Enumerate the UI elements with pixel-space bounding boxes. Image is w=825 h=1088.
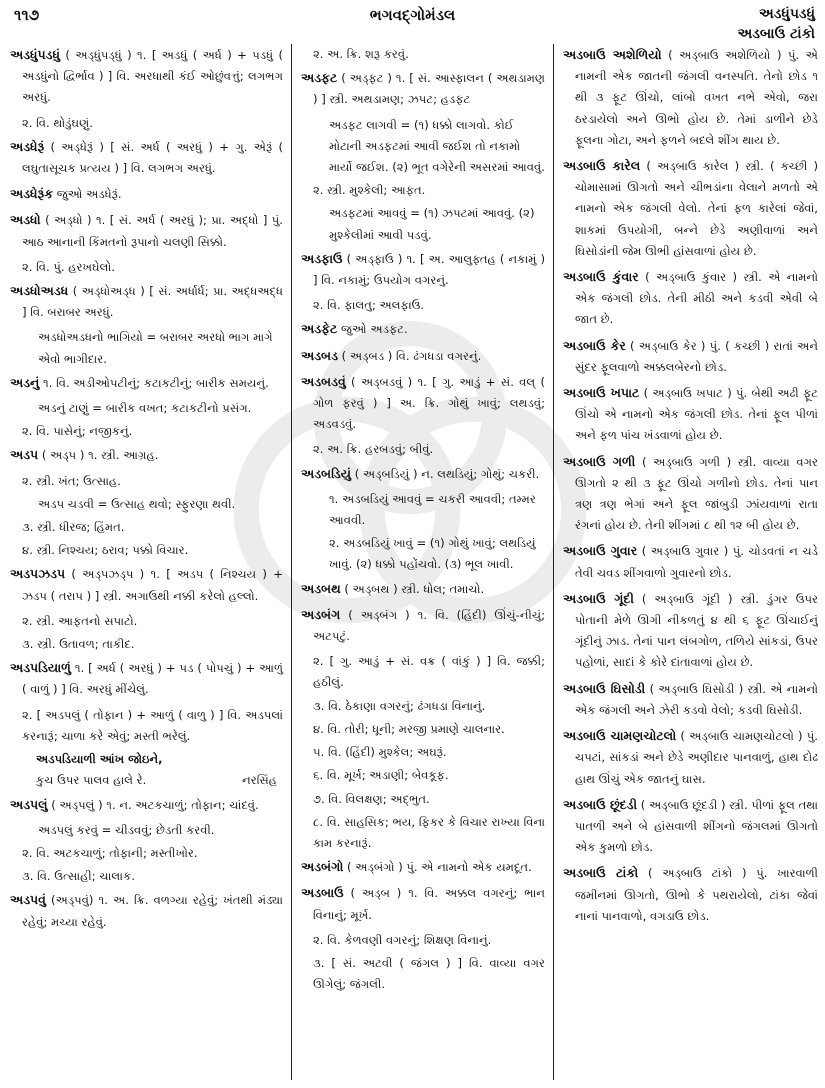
headword: અડધુંપડધું — [10, 47, 61, 62]
definition-text: ( અડ્બંગ ) ૧. વિ. (હિંદી) ઊંચું-નીચું; અટપટું. — [313, 607, 545, 644]
dictionary-entry — [10, 794, 283, 888]
definition-text: ( અડ્પઝડ્પ ) ૧. [ અડપ ( નિશ્ચય ) + ઝડપ ( તરાપ ) ] સ્ત્રી. અગાઉથી નક્કી કરેલો હલ્લો. — [22, 567, 283, 603]
headword: અડબાઉ ચામણચોટલો — [563, 728, 677, 744]
sense-item: ૫. વિ. (હિંદી) મુશ્કેલ; અઘરૂં. — [313, 745, 447, 760]
entry-definition — [563, 335, 818, 378]
definition-text: ( અડ્બાઉ અશેળિયો ) પું. એ નામની એક જાતની જંગલી વનસ્પતિ. તેનો છોડ ૧ થી ૩ ફૂટ ઊંચો, લાંબો વખત નભે એવો, જરા ઠરડાયેલો અને ઊભો હોય છે. તેમાં ડાળીને છેડે ફૂલના ગોટા, અને ફળને બદલે શીંગ થાય છે. — [575, 48, 818, 147]
sense-item: ૭. વિ. વિલક્ષણ; અદ્ભુત. — [313, 791, 430, 806]
dictionary-entry — [10, 209, 283, 278]
dictionary-entry — [10, 280, 283, 370]
entry-definition — [563, 155, 818, 262]
headword: અડધેરૂંક — [10, 186, 54, 202]
dictionary-entry — [563, 155, 818, 262]
definition-text: ( અડ્બાઉ છૂંદડી ) સ્ત્રી. પીળાં ફૂલ તથા પાતળી અને બે હાંસવાળી શીંગનો જંગલમાં ઊગતો એક કુમળો છોડ. — [575, 797, 818, 855]
entry-definition — [10, 183, 283, 205]
definition-text: ( અડ્બાઉ ગૂંદી ) સ્ત્રી. ડુંગર ઉપર પોતાની મેળે ઊગી નીકળતું ૪ થી ૬ ફૂટ ઊંચાઈનું ગૂંદીનું ઝાડ. તેનાં પાન લંબગોળ, તળિયે સાંકડાં, ઉપર પહોળાં, સાદાં કે કોરે દાંતાવાળાં હોય છે. — [575, 591, 818, 670]
headword: અડબાઉ ગળી — [563, 453, 636, 469]
definition-text: જુઓ અડધેરૂં. — [53, 187, 122, 202]
headword: અડફાઉ — [301, 250, 343, 266]
entry-definition — [10, 657, 283, 700]
headword: અડબાઉ ગૂંદી — [563, 590, 634, 606]
definition-text: ( અડ્બાઉ કેર ) પું. ( કચ્છી ) રાતાં અને સુંદર ફૂલવાળો અક્કલબેરનો છોડ. — [575, 338, 818, 374]
entry-definition — [563, 862, 818, 927]
dictionary-entry — [301, 248, 545, 317]
dictionary-entry — [10, 44, 283, 134]
entry-definition — [563, 588, 818, 674]
entry-definition — [301, 67, 545, 110]
sense-item: ૮. વિ. સાહસિક; ભય, ફિકર કે વિચાર રાખ્યા વિના કામ કરનારૂં. — [313, 814, 545, 850]
entry-definition — [10, 136, 283, 179]
headword: અડબાઉ ગુવાર — [563, 543, 638, 559]
definition-text: (અડ્પવું) ૧. અ. ક્રિ. વળગ્યા રહેવું; ખંતથી મંડ્યા રહેવું; મચ્યા રહેવું. — [22, 893, 283, 929]
definition-text: ( અડ્બાઉ ટાંકો ) પું. ખારવાળી જમીનમાં ઊગતો, ઊભો કે પથરાયેલો, ટાંકા જેવાં નાનાં પાનવાળો, વગડાઉ છોડ. — [575, 866, 818, 923]
headword: અડબડિયું — [301, 465, 352, 481]
headword: અડપલું — [10, 796, 48, 812]
definition-text: ( અડ્બાઉ ગળી ) સ્ત્રી. વાવ્યા વગર ઊગતો ૨ થી ૩ ફૂટ ઊંચો ગળીનો છોડ. તેનાં પાન ત્રણ ત્રણ ભેગાં અને ફૂલ જાંબુડી ઝાંયવાળાં રાતા રંગનાં હોય છે. તેની શીંગમાં ૮ થી ૧૨ બી હોય છે. — [575, 454, 818, 533]
entry-definition — [563, 678, 818, 721]
entry-definition — [10, 280, 283, 323]
sense-item: ૨. [ ગુ. આડું + સં. વક્ર ( વાંકું ) ] વિ. જક્કી; હઠીલું. — [313, 654, 545, 690]
definition-text: ( અડ્બાઉ કુંવાર ) સ્ત્રી. એ નામનો એક જંગલી છોડ. તેની મીઠી અને કડવી એવી બે જાત છે. — [575, 270, 818, 327]
definition-text: ( અડ્બડ ) વિ. ઢંગધડા વગરનું. — [337, 348, 482, 363]
headword: અડબંગો — [301, 859, 344, 875]
dictionary-entry — [563, 725, 818, 790]
headword: અડબાઉ — [301, 885, 344, 901]
headword: અડબથ — [301, 580, 341, 596]
book-title: ભગવદ્ગોમંડલ — [369, 6, 456, 24]
sense-item: ૪. સ્ત્રી. નિશ્ચય; ઠરાવ; પક્કો વિચાર. — [22, 543, 189, 558]
sense-item: ૨. [ અડપલું ( તોફાન ) + આળું ( વાળુ ) ] વિ. અડપલાં કરનારૂં; ચાળા કરે એવું; મસ્તી ભરેલું. — [22, 707, 283, 743]
dictionary-entry — [301, 318, 545, 340]
dictionary-entry — [301, 67, 545, 246]
definition-text: ( અડ્બડિયું ) ન. લથડિયું; ગોથું; ચકરી. — [351, 466, 540, 481]
dictionary-entry — [301, 578, 545, 600]
headword: અડપ — [10, 447, 39, 463]
entry-definition — [301, 345, 545, 367]
poetry-quote — [10, 749, 283, 791]
entry-definition — [563, 794, 818, 859]
sense-item: ૩. વિ. ઠેકાણા વગરનું; ઢંગધડા વિનાનું. — [313, 698, 486, 713]
entry-definition — [10, 209, 283, 252]
page-number: ૧૧૭ — [14, 6, 40, 24]
dictionary-entry — [563, 451, 818, 537]
entry-definition — [563, 44, 818, 151]
quote-text: કુચ ઉપર પાલવ હાલે રે. — [36, 773, 147, 788]
entry-definition — [301, 248, 545, 291]
column-1 — [10, 44, 291, 1080]
headword: અડબાઉ અશેળિયો — [563, 47, 662, 62]
headword: અડબંગ — [301, 606, 341, 622]
definition-text: ૧. [ અર્ધ ( અરધું ) + પડ ( પોપચું ) + આળું ( વાળું ) ] વિ. અરધું મીંચેલું. — [22, 661, 283, 697]
entry-definition — [301, 578, 545, 600]
headword: અડફેટ — [301, 321, 338, 337]
definition-text: ( અડ્બડવું ) ૧. [ ગુ. આડું + સં. વલ્ ( ગોળ ફરવું ) ] અ. ક્રિ. ગોથું ખાવું; લથડવું; અડવડવું. — [313, 374, 545, 432]
sense-item: ૨. અ. ક્રિ. શરૂ કરવું. — [313, 47, 409, 61]
dictionary-entry — [301, 463, 545, 576]
sense-item: ૩. સ્ત્રી. ઉતાવળ; તાકીદ. — [22, 637, 135, 652]
sense-item: ૨. વિ. પાસેનું; નજીકનું. — [22, 424, 133, 439]
headword: અડબડવું — [301, 373, 346, 389]
sense-item: ૨. વિ. અટકચાળું; તોફાની; મસ્તીખોર. — [22, 845, 198, 860]
dictionary-entry — [10, 372, 283, 443]
sense-item: ૩. સ્ત્રી. ધીરજ; હિંમત. — [22, 520, 125, 535]
definition-text: ( અડ્બથ ) સ્ત્રી. ધોલ; તમાચો. — [340, 581, 485, 596]
sense-item: ૨. વિ. થોડુંઘણું. — [22, 115, 93, 130]
headword: અડધેરૂં — [10, 138, 45, 154]
sense-item: ૬. વિ. મૂર્ખ; અડાણી; બેવકૂફ. — [313, 768, 449, 783]
sense-item: ૨. વિ. કેળવણી વગરનું; શિક્ષણ વિનાનું. — [313, 932, 492, 947]
dictionary-entry — [563, 44, 818, 151]
dictionary-entry — [301, 44, 545, 65]
usage-example: અડપલું કરવું = ચીડવવું; છેડતી કરવી. — [38, 822, 215, 837]
headword: અડબાઉ છૂંદડી — [563, 796, 638, 812]
dictionary-entry — [563, 678, 818, 721]
entry-definition — [301, 604, 545, 647]
dictionary-entry — [563, 540, 818, 583]
usage-example: અડફટમાં આવવું = (૧) ઝપટમાં આવવું. (૨) મુશ્કેલીમાં આવી પડવું. — [329, 206, 535, 242]
definition-text: ( અડ્ફટ ) ૧. [ સં. આસ્ફાલન ( અથડામણ ) ] સ્ત્રી. અથડામણ; ઝપટ; હડફટ — [313, 71, 545, 107]
sense-item: ૨. વિ. પું. હરખઘેલો. — [22, 259, 115, 274]
entry-definition — [301, 882, 545, 925]
definition-text: ( અડ્બ ) ૧. વિ. અક્કલ વગરનું; ભાન વિનાનું; મૂર્ખ. — [313, 886, 545, 922]
entry-definition — [563, 725, 818, 790]
column-3 — [553, 44, 818, 1080]
dictionary-entry — [10, 563, 283, 655]
sense-item: ૨. અ. ક્રિ. હરબડવું; બીવું. — [313, 442, 434, 457]
entry-definition — [10, 372, 283, 394]
quote-line: અડપડિયાળી આંખ જોઇને, — [36, 752, 163, 767]
dictionary-entry — [563, 862, 818, 927]
quote-author: નરસિંહ — [242, 773, 277, 788]
headword: અડધોઅડધ — [10, 283, 69, 299]
entry-definition — [563, 266, 818, 331]
definition-text: ( અડ્ધેરૂં ) [ સં. અર્ધ ( અરધું ) + ગુ. એરૂં ( લઘુતાસૂચક પ્રત્યય ) ] વિ. લગભગ અરધું. — [22, 139, 283, 176]
definition-text: ( અડ્પ ) ૧. સ્ત્રી. આગ્રહ. — [38, 448, 159, 463]
dictionary-entry — [563, 794, 818, 859]
sense-item: ૩. વિ. ઉત્સાહી; ચાલાક. — [22, 869, 135, 884]
definition-text: ( અડ્ફાઉ ) ૧. [ અ. આલુફ્તહ ( નકામું ) ] વિ. નકામું; ઉપયોગ વગરનું. — [313, 251, 545, 288]
entry-definition — [10, 563, 283, 606]
headword: અડપઝડપ — [10, 566, 66, 582]
sense-item: ૪. વિ. તોરી; ધૂની; મરજી પ્રમાણે ચાલનાર. — [313, 721, 505, 736]
sense-item: ૨. વિ. ફાલતુ; અલફાઉ. — [313, 298, 425, 313]
dictionary-entry — [10, 183, 283, 205]
definition-text: ( અડ્ધો ) ૧. [ સં. અર્ધ ( અરધું ); પ્રા. અદ્ધો ] પું. આઠ આનાની કિંમતનો રૂપાનો ચલણી સિક્કો. — [22, 213, 283, 249]
usage-example: અડપ ચડવી = ઉત્સાહ થવો; સ્ફુરણા થવી. — [38, 496, 236, 511]
headword: અડબાઉ ટાંકો — [563, 865, 639, 881]
dictionary-entry — [301, 371, 545, 461]
entry-definition — [301, 856, 545, 878]
headword: અડબાઉ કેર — [563, 337, 626, 353]
sense-item: ૨. સ્ત્રી. મુશ્કેલી; આફત. — [313, 183, 426, 198]
entry-definition — [301, 371, 545, 436]
dictionary-entry — [301, 345, 545, 367]
headword: અડબાઉ કારેલ — [563, 158, 641, 174]
usage-example: અડનું ટાણું = બારીક વખત; કટાકટીનો પ્રસંગ. — [38, 401, 252, 416]
definition-text: ( અડ્બાઉ ચામણચોટલો ) પું. ચપટાં, સાંકડાં અને છેડે અણીદાર પાનવાળું, હાથ દોઢ હાથ ઊંચું એક જાતનું ઘાસ. — [575, 729, 818, 786]
sense-item: ૩. [ સં. અટવી ( જંગલ ) ] વિ. વાવ્યા વગર ઊગેલું; જંગલી. — [313, 955, 545, 992]
dictionary-entry — [10, 657, 283, 791]
usage-example: અડધોઅડધનો ભાગિયો = બરાબર અરધો ભાગ માગે એવો ભાગીદાર. — [38, 330, 273, 366]
headword: અડબાઉ ખપાટ — [563, 385, 640, 401]
dictionary-entry — [563, 266, 818, 331]
entry-definition — [563, 540, 818, 583]
definition-text: ( અડ્બાઉ ગુવાર ) પું. ચોડવતાં ન ચડે તેવી ચવડ શીંગવાળો ગુવારનો છોડ. — [575, 544, 818, 580]
dictionary-entry — [10, 444, 283, 561]
sense-item: ૨. સ્ત્રી. આફતનો સપાટો. — [22, 613, 138, 628]
entry-definition — [10, 794, 283, 816]
headword: અડબડ — [301, 347, 338, 363]
definition-text: ( અડ્ધુંપડ્ધું ) ૧. [ અડધું ( અર્ધ ) + પડધું ( અડધુંનો દ્વિર્ભાવ ) ] વિ. અરધાથી કંઈ ઓછુંવત્તું; લગભગ અરધું. — [22, 48, 283, 105]
headword: અડપડિયાળું — [10, 660, 71, 676]
usage-example: ૧. અડબડિયું આવવું = ચકરી આવવી; તમ્મર આવવી. — [329, 491, 536, 528]
guide-words — [737, 4, 815, 44]
dictionary-entry — [301, 604, 545, 854]
guide-word-last: અડબાઉ ટાંકો — [737, 26, 815, 42]
headword: અડધો — [10, 212, 41, 228]
headword: અડનું — [10, 374, 40, 390]
entry-definition — [10, 44, 283, 109]
page-header — [0, 0, 825, 48]
column-2 — [291, 44, 553, 1080]
usage-example: ૨. અડબડિયું ખાવું = (૧) ગોથું ખાવું; લથડિયું ખાવું. (૨) ધક્કો પહોંચવો. (૩) ભૂલ ખાવી. — [329, 536, 536, 572]
headword: અડપવું — [10, 892, 46, 908]
sense-item: ૨. સ્ત્રી. ખંત; ઉત્સાહ. — [22, 473, 121, 488]
entry-definition — [563, 451, 818, 537]
definition-text: ( અડ્બાઉ કારેલ ) સ્ત્રી. ( કચ્છી ) ચોમાસામાં ઊગતો અને ચીભડાંના વેલાને મળતો એ નામનો એક જંગલી વેલો. તેનાં ફળ કારેલાં જેવાં, શાકમાં ઉપયોગી, બન્ને છેડે અણીવાળાં અને ઘિસોડાંની જેમ ઊભી હાંસવાળાં હોય છે. — [575, 159, 818, 258]
dictionary-columns — [10, 44, 818, 1080]
headword: અડબાઉ કુંવાર — [563, 269, 639, 285]
definition-text: ( અડ્બાઉ ઘિસોડી ) સ્ત્રી. એ નામનો એક જંગલી અને ઝેરી કડવો વેલો; કડવી ઘિસોડી. — [575, 681, 818, 717]
definition-text: જુઓ અડફટ. — [337, 322, 408, 337]
quote-line — [36, 770, 283, 791]
dictionary-entry — [563, 335, 818, 378]
dictionary-entry — [563, 382, 818, 447]
definition-text: ૧. વિ. અડીઓપટીનું; કટાકટીનું; બારીક સમયનું. — [39, 375, 269, 390]
dictionary-entry — [301, 882, 545, 995]
guide-word-first: અડધુંપડધું — [758, 6, 815, 22]
definition-text: ( અડ્પલું ) ૧. ન. અટકચાળું; તોફાન; ચાંદવું. — [47, 797, 259, 812]
definition-text: ( અડ્બંગો ) પું. એ નામનો એક યમદૂત. — [343, 860, 532, 875]
dictionary-entry — [301, 856, 545, 878]
usage-example: અડફટ લાગવી = (૧) ધક્કો લાગવો. કોઈ મોટાની અડફટમાં આવી જઈશ તો નકામો માર્યો જઈશ. (૨) ભૂત વગેરેની અસરમાં આવવું. — [329, 117, 545, 175]
dictionary-entry — [10, 889, 283, 932]
entry-definition — [301, 463, 545, 485]
entry-definition — [10, 889, 283, 932]
headword: અડબાઉ ઘિસોડી — [563, 680, 646, 696]
dictionary-entry — [10, 136, 283, 179]
definition-text: ( અડ્ધોઅડ્ધ ) [ સં. અર્ધાર્ધ; પ્રા. અદ્ધઅદ્ધ ] વિ. બરાબર અરધું. — [22, 284, 283, 320]
headword: અડફટ — [301, 70, 338, 86]
entry-definition — [563, 382, 818, 447]
entry-definition — [10, 444, 283, 466]
entry-definition — [301, 318, 545, 340]
definition-text: ( અડ્બાઉ ખપાટ ) પું. બેથી અઢી ફૂટ ઊંચો એ નામનો એક જંગલી છોડ. તેનાં ફૂલ પીળાં અને ફળ પાંચ ખંડવાળાં હોય છે. — [575, 386, 818, 443]
dictionary-entry — [563, 588, 818, 674]
